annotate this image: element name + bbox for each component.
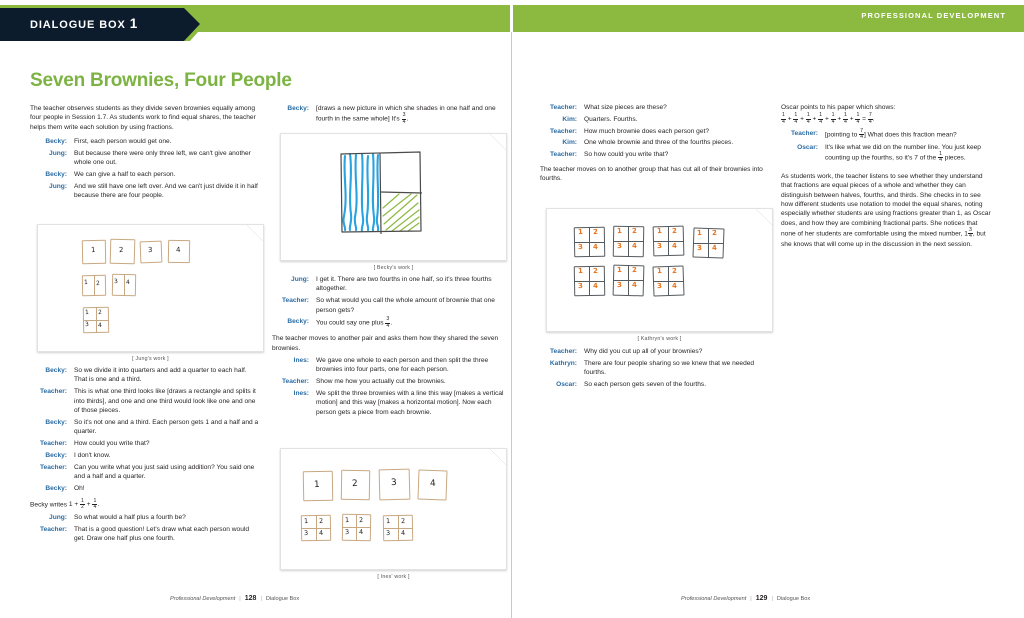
fraction-one-half: $\frac{1}{2}$ bbox=[81, 497, 84, 510]
square-numeral: 4 bbox=[358, 527, 364, 537]
square-numeral: 2 bbox=[351, 478, 358, 490]
fraction-one-fourth: $\frac{1}{4}$ bbox=[782, 112, 785, 125]
left-col2-continued bbox=[272, 275, 504, 420]
dialogue-row bbox=[30, 137, 260, 149]
square-numeral: 2 bbox=[97, 308, 103, 317]
footer-divider: | bbox=[260, 596, 262, 602]
dialogue-row bbox=[30, 149, 260, 170]
speaker-label: Becky: bbox=[45, 484, 67, 492]
fraction-one-fourth: $\frac{1}{4}$ bbox=[806, 112, 810, 125]
becky-writes-line bbox=[30, 499, 260, 510]
square-numeral: 2 bbox=[592, 266, 599, 276]
right-col2 bbox=[781, 103, 993, 252]
square-numeral: 1 bbox=[84, 308, 90, 317]
dialogue-row bbox=[272, 317, 504, 331]
dialogue-row bbox=[781, 129, 993, 143]
footer-label: Professional Development bbox=[170, 596, 236, 602]
square-numeral: 1 bbox=[313, 479, 320, 491]
speaker-line: [draws a new picture in which she shades in one half and one fourth in the same whole] It's $\frac{3}{4}$ . bbox=[316, 105, 496, 125]
dialogue-row bbox=[540, 347, 772, 359]
dialogue-group-jung2 bbox=[272, 275, 504, 331]
narration-paragraph: The teacher moves to another pair and asks them how they shared the seven brownies. bbox=[272, 335, 499, 352]
becky-drawing bbox=[281, 134, 508, 262]
square-numeral: 1 bbox=[344, 515, 350, 525]
speaker-label: Ines: bbox=[293, 390, 309, 398]
left-col1 bbox=[30, 104, 260, 203]
kathryn-work-caption: [ Kathryn's work ] bbox=[637, 336, 682, 342]
square-numeral: 4 bbox=[631, 280, 638, 290]
square-numeral: 4 bbox=[318, 528, 324, 538]
oscar-equation: $\frac{1}{4}$ + $\frac{1}{4}$ + $\frac{1}{4}$ + $\frac{1}{4}$ + $\frac{1}{4}$ + $\frac{1}{4}$ + $\frac{1}{4}$ = $\frac{7}{4}$ . bbox=[782, 112, 875, 125]
speaker-line: How much brownie does each person get? bbox=[584, 127, 709, 135]
speaker-label: Teacher: bbox=[282, 378, 309, 386]
dialogue-row bbox=[30, 418, 260, 439]
speaker-label: Teacher: bbox=[550, 127, 577, 135]
speaker-label: Becky: bbox=[45, 367, 67, 374]
square-numeral: 1 bbox=[656, 266, 663, 276]
dialogue-row bbox=[781, 143, 993, 166]
dialogue-row bbox=[30, 525, 260, 546]
square-numeral: 3 bbox=[385, 528, 391, 538]
dialogue-row bbox=[540, 103, 772, 115]
square-numeral: 2 bbox=[592, 227, 599, 237]
square-numeral: 1 bbox=[385, 516, 391, 526]
fraction-three-fourths: $\frac{3}{4}$ bbox=[968, 227, 972, 240]
right-col1 bbox=[540, 103, 772, 187]
footer-section: Dialogue Box bbox=[265, 596, 300, 602]
speaker-line: So it's not one and a third. Each person gets 1 and a half and a quarter. bbox=[74, 418, 259, 436]
intro-paragraph: The teacher observes students as they divide seven brownies equally among four people in Session 1.7. As students work to find equal shares, the teacher helps them write each solution by using fractions. bbox=[30, 105, 256, 131]
square-numeral: 4 bbox=[592, 281, 599, 291]
fraction-three-fourths: $\frac{3}{4}$ bbox=[402, 112, 406, 125]
closing-paragraph: As students work, the teacher listens to see whether they understand that fractions are equal pieces of a whole and whether they can distinguish between halves, fourths, and thirds. She checks in to see how different students use notation to model the equal shares, noting especially whether students are using fractions greater than 1, as Oscar does, and how they are combining fractional parts. She notices that none of her students are comfortable using the mixed number, 1 $\frac{3}{4}$ , but she knows that will come up in the discussion in the next session. bbox=[781, 172, 991, 248]
page-curl-highlight bbox=[756, 209, 772, 225]
speaker-line: And we still have one left over. And we can't just divide it in half because there are four people. bbox=[74, 183, 258, 200]
jung-work-caption: [ Jung's work ] bbox=[132, 356, 169, 362]
speaker-line: Show me how you actually cut the brownies. bbox=[316, 378, 446, 386]
square-numeral: 3 bbox=[696, 243, 703, 253]
becky-writes-expression: 1 + $\frac{1}{2}$ + $\frac{1}{4}$ . bbox=[68, 497, 100, 510]
square-numeral: 3 bbox=[656, 281, 663, 291]
speaker-line: We split the three brownies with a line this way [makes a vertical motion] and this way [makes a horizontal motion]. Now each person gets a piece from each brownie. bbox=[316, 390, 504, 416]
speaker-line: Why did you cut up all of your brownies? bbox=[584, 348, 703, 355]
square-numeral: 2 bbox=[631, 265, 638, 275]
speaker-line: I get it. There are two fourths in one half, so it's three fourths altogether. bbox=[316, 276, 492, 293]
speaker-label: Teacher: bbox=[282, 297, 309, 305]
speaker-line: Can you write what you just said using addition? You said one and a half and a quarter. bbox=[74, 463, 255, 481]
square-numeral: 4 bbox=[631, 241, 638, 251]
speaker-line: So each person gets seven of the fourths. bbox=[584, 381, 707, 388]
square-numeral: 3 bbox=[303, 528, 309, 538]
running-header: PROFESSIONAL DEVELOPMENT bbox=[861, 11, 1006, 20]
speaker-label: Teacher: bbox=[550, 348, 577, 355]
square-numeral: 2 bbox=[671, 266, 678, 276]
page-curl-highlight bbox=[490, 449, 506, 465]
becky-work-figure bbox=[280, 133, 507, 261]
speaker-line: I don't know. bbox=[74, 451, 111, 459]
speaker-label: Kathryn: bbox=[549, 359, 577, 367]
page-divider bbox=[511, 32, 512, 618]
dialogue-row bbox=[272, 389, 504, 420]
footer-divider: | bbox=[239, 596, 241, 602]
speaker-label: Jung: bbox=[291, 276, 309, 283]
speaker-line: So what would a half plus a fourth be? bbox=[74, 514, 186, 522]
square-numeral: 1 bbox=[303, 516, 309, 526]
oscar-narration: Oscar points to his paper which shows: bbox=[781, 104, 896, 111]
speaker-label: Becky: bbox=[45, 418, 67, 426]
becky-work-caption: [ Becky's work ] bbox=[373, 265, 414, 271]
speaker-line: So what would you call the whole amount of brownie that one person gets? bbox=[316, 297, 495, 314]
square-numeral: 1 bbox=[616, 265, 623, 275]
footer-right bbox=[681, 595, 810, 602]
square-numeral: 3 bbox=[577, 281, 584, 291]
dialogue-group-1 bbox=[30, 137, 260, 203]
dialogue-box-number: 1 bbox=[129, 16, 139, 31]
dialogue-group-kim bbox=[540, 103, 772, 162]
speaker-line: How could you write that? bbox=[74, 440, 150, 448]
square-numeral: 4 bbox=[711, 243, 718, 253]
square-numeral: 3 bbox=[616, 280, 623, 290]
footer-divider: | bbox=[750, 596, 752, 602]
speaker-line: But because there were only three left, we can't give another whole one out. bbox=[74, 150, 251, 167]
square-numeral: 1 bbox=[577, 266, 584, 276]
left-col2 bbox=[272, 104, 504, 127]
dialogue-group-2 bbox=[30, 366, 260, 496]
square-numeral: 2 bbox=[118, 245, 124, 255]
speaker-label: Becky: bbox=[45, 171, 67, 179]
speaker-line: There are four people sharing so we knew that we needed fourths. bbox=[584, 359, 755, 377]
dialogue-row bbox=[272, 377, 504, 389]
dialogue-group-kathryn bbox=[540, 347, 772, 392]
square-numeral: 3 bbox=[113, 277, 119, 286]
speaker-line: First, each person would get one. bbox=[74, 138, 172, 146]
drawn-divider-line bbox=[124, 274, 125, 296]
speaker-label: Jung: bbox=[49, 183, 67, 191]
square-numeral: 3 bbox=[390, 477, 397, 489]
dialogue-row bbox=[30, 439, 260, 451]
dialogue-row bbox=[30, 451, 260, 463]
dialogue-row bbox=[30, 484, 260, 496]
fraction-one-fourth: $\frac{1}{4}$ bbox=[831, 112, 835, 125]
square-numeral: 2 bbox=[671, 226, 678, 236]
footer-page-number: 128 bbox=[244, 595, 257, 602]
speaker-line: So we divide it into quarters and add a quarter to each half. That is one and a third. bbox=[74, 367, 247, 384]
speaker-label: Teacher: bbox=[40, 388, 67, 396]
footer-section: Dialogue Box bbox=[776, 596, 811, 602]
square-numeral: 3 bbox=[344, 527, 350, 537]
square-numeral: 3 bbox=[656, 241, 663, 251]
speaker-label: Teacher: bbox=[40, 463, 67, 471]
fraction-seven-fourths: $\frac{7}{4}$ bbox=[860, 127, 863, 141]
speaker-label: Teacher: bbox=[550, 104, 577, 111]
square-numeral: 4 bbox=[97, 321, 103, 330]
ines-work-figure bbox=[280, 448, 507, 570]
square-numeral: 3 bbox=[84, 320, 90, 329]
speaker-label: Jung: bbox=[49, 514, 67, 522]
fraction-one-fourth: $\frac{1}{4}$ bbox=[939, 151, 942, 164]
square-numeral: 2 bbox=[358, 515, 364, 525]
dialogue-group-3 bbox=[30, 513, 260, 546]
becky-writes-label: Becky writes bbox=[30, 501, 68, 509]
speaker-line: You could say one plus $\frac{3}{4}$ . bbox=[316, 316, 393, 329]
square-numeral: 4 bbox=[671, 281, 678, 291]
speaker-line: [pointing to $\frac{7}{4}$ ] What does this fraction mean? bbox=[825, 127, 957, 141]
speaker-label: Teacher: bbox=[550, 151, 577, 159]
speaker-label: Kim: bbox=[562, 115, 577, 123]
footer-left bbox=[170, 595, 299, 602]
square-numeral: 4 bbox=[175, 245, 181, 255]
square-numeral: 2 bbox=[711, 228, 718, 238]
fraction-one-fourth: $\frac{1}{4}$ bbox=[844, 112, 847, 125]
dialogue-row bbox=[30, 463, 260, 484]
dialogue-box-title bbox=[30, 16, 138, 31]
square-numeral: 4 bbox=[592, 242, 599, 252]
speaker-label: Teacher: bbox=[40, 525, 67, 533]
speaker-line: We can give a half to each person. bbox=[74, 171, 176, 179]
square-numeral: 1 bbox=[656, 226, 663, 236]
page-title: Seven Brownies, Four People bbox=[30, 70, 292, 91]
fraction-one-fourth: $\frac{1}{4}$ bbox=[856, 112, 860, 125]
square-numeral: 4 bbox=[400, 528, 406, 538]
speaker-label: Jung: bbox=[49, 150, 67, 158]
jung-work-figure bbox=[37, 224, 264, 352]
page-curl-highlight bbox=[247, 225, 263, 241]
square-numeral: 1 bbox=[90, 245, 96, 255]
dialogue-row bbox=[540, 150, 772, 162]
fraction-one-fourth: $\frac{1}{4}$ bbox=[93, 497, 97, 510]
speaker-line: It's like what we did on the number line. You just keep counting up the fourths, so it's 7 of the $\frac{1}{4}$ pieces. bbox=[825, 143, 981, 164]
square-numeral: 1 bbox=[577, 227, 584, 237]
dialogue-row bbox=[30, 170, 260, 182]
square-numeral: 2 bbox=[631, 226, 638, 236]
dialogue-row bbox=[540, 115, 772, 127]
speaker-line: That is a good question! Let's draw what each person would get. Draw one half plus one fourth. bbox=[74, 525, 250, 543]
square-numeral: 2 bbox=[400, 516, 406, 526]
square-numeral: 4 bbox=[671, 241, 678, 251]
speaker-label: Teacher: bbox=[40, 440, 67, 448]
drawn-divider-line bbox=[94, 275, 95, 296]
speaker-label: Becky: bbox=[287, 318, 309, 326]
square-numeral: 1 bbox=[83, 278, 89, 287]
speaker-label: Ines: bbox=[293, 357, 309, 365]
right-col1-continued bbox=[540, 347, 772, 392]
fraction-one-fourth: $\frac{1}{4}$ bbox=[794, 112, 798, 125]
footer-label: Professional Development bbox=[681, 596, 747, 602]
dialogue-row bbox=[272, 296, 504, 317]
dialogue-row bbox=[540, 127, 772, 139]
dialogue-group-ines bbox=[272, 356, 504, 420]
dialogue-row bbox=[540, 138, 772, 150]
footer-page-number: 129 bbox=[755, 595, 768, 602]
dialogue-group-oscar bbox=[781, 129, 993, 166]
speaker-label: Teacher: bbox=[791, 129, 818, 137]
fraction-three-fourths: $\frac{3}{4}$ bbox=[386, 316, 390, 329]
square-numeral: 1 bbox=[616, 226, 623, 236]
left-col1-continued bbox=[30, 366, 260, 546]
speaker-line: One whole brownie and three of the fourths pieces. bbox=[584, 139, 734, 147]
dialogue-group-becky bbox=[272, 104, 504, 127]
square-numeral: 2 bbox=[318, 516, 324, 526]
dialogue-row bbox=[30, 182, 260, 203]
dialogue-box-text: DIALOGUE BOX bbox=[30, 19, 126, 31]
square-numeral: 4 bbox=[429, 478, 436, 490]
footer-divider: | bbox=[771, 596, 773, 602]
speaker-label: Oscar: bbox=[797, 143, 818, 151]
speaker-line: Quarters. Fourths. bbox=[584, 115, 638, 123]
narration-paragraph: The teacher moves on to another group that has cut all of their brownies into fourths. bbox=[540, 165, 763, 183]
speaker-label: Oscar: bbox=[556, 381, 577, 388]
speaker-line: So how could you write that? bbox=[584, 151, 669, 159]
square-numeral: 3 bbox=[147, 245, 153, 255]
speaker-label: Becky: bbox=[45, 451, 67, 459]
square-numeral: 3 bbox=[577, 242, 584, 252]
speaker-line: We gave one whole to each person and then split the three brownies into four parts, one for each person. bbox=[316, 357, 489, 374]
dialogue-row bbox=[540, 359, 772, 380]
dialogue-row bbox=[272, 104, 504, 127]
dialogue-row bbox=[540, 380, 772, 392]
dialogue-row bbox=[272, 275, 504, 296]
ines-work-caption: [ Ines' work ] bbox=[377, 574, 410, 580]
speaker-line: What size pieces are these? bbox=[584, 104, 667, 111]
square-numeral: 4 bbox=[125, 278, 131, 287]
speaker-label: Becky: bbox=[45, 138, 67, 146]
square-numeral: 2 bbox=[95, 279, 101, 288]
square-numeral: 3 bbox=[616, 241, 623, 251]
dialogue-row bbox=[30, 387, 260, 418]
kathryn-work-figure bbox=[546, 208, 773, 332]
dialogue-row bbox=[30, 513, 260, 525]
dialogue-row bbox=[272, 356, 504, 377]
dialogue-row bbox=[30, 366, 260, 387]
banner-gutter bbox=[510, 5, 513, 32]
fraction-seven-fourths: $\frac{7}{4}$ bbox=[868, 112, 872, 125]
speaker-line: Oh! bbox=[74, 484, 85, 492]
speaker-label: Kim: bbox=[562, 139, 577, 147]
speaker-line: This is what one third looks like [draws a rectangle and splits it into thirds], and one and one third would look like one and one of those pieces. bbox=[74, 388, 256, 415]
square-numeral: 1 bbox=[696, 228, 703, 238]
fraction-one-fourth: $\frac{1}{4}$ bbox=[819, 112, 823, 125]
speaker-label: Becky: bbox=[287, 105, 309, 112]
